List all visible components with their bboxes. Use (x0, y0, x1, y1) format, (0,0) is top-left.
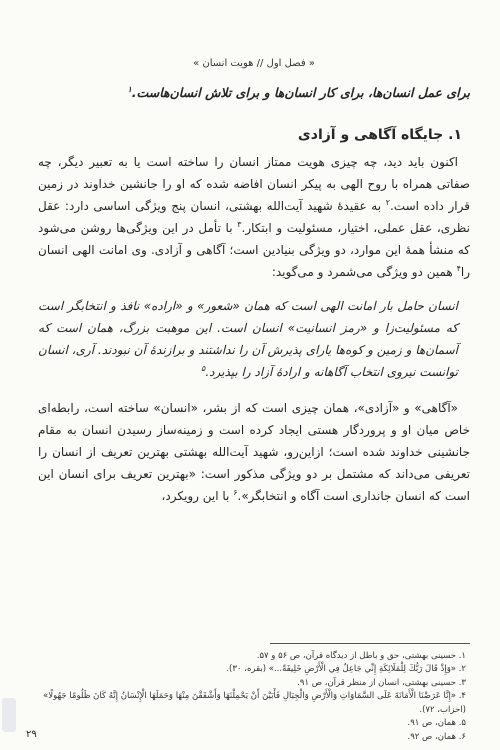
quote-text: انسان حامل بار امانت الهی است که همان «شعور» و «اراده» نافذ و انتخابگر است که مسئولیت‌زا و «رمز انسانیت» انسان است. این موهبت بزرگ، همان است که آسمان‌ها و زمین و کوه‌ها یارای پذیرش آن را نداشتند و برازندهٔ آن نبودند. آری، انسان توانست نیروی انتخاب آگاهانه و ارادهٔ آزاد را بپذیرد. (38, 299, 458, 379)
block-quote (38, 295, 458, 383)
page-number: ۲۹ (26, 729, 37, 740)
footnote-ref-2[interactable]: ۲ (385, 198, 390, 207)
watermark-logo-icon (2, 698, 16, 732)
paragraph-1-part-b: به عقیدهٔ شهید آیت‌الله بهشتی، انسان پنج ویژگی اساسی دارد: عقل نظری، عقل عملی، اختیار، مسئولیت و ابتکار. (38, 199, 470, 235)
footnote-ref-4[interactable]: ۴ (456, 264, 461, 273)
paragraph-1-part-c: با تأمل در این ویژگی‌ها روشن می‌شود که منشأ همهٔ این موارد، دو ویژگی بنیادین است؛ آگاهی و آزادی. وی امانت الهی انسان را (38, 221, 470, 279)
footnote-6: ۶. همان، ص ۹۲. (407, 731, 466, 742)
running-head: « فصل اول // هویت انسان » (193, 58, 315, 69)
footnote-1: ۱. حسینی بهشتی، حق و باطل از دیدگاه قرآن، ص ۵۶ و ۵۷. (256, 650, 466, 661)
paragraph-1-part-a: اکنون باید دید، چه چیزی هویت ممتاز انسان را ساخته است یا به تعبیر دیگر، چه صفاتی همراه با روح الهی به پیکر انسان افاضه شده که او را جانشین خداوند در زمین قرار داده است. (38, 155, 470, 213)
paragraph-2 (38, 397, 470, 507)
paragraph-1-part-d: همین دو ویژگی می‌شمرد و می‌گوید: (271, 265, 457, 279)
intro-line (38, 83, 470, 103)
footnote-5: ۵. همان، ص ۹۱. (407, 718, 466, 728)
footnote-ref-3[interactable]: ۳ (237, 220, 242, 229)
footnote-ref-1[interactable]: ۱ (127, 84, 132, 94)
section-heading: ۱. جایگاه آگاهی و آزادی (297, 127, 462, 143)
intro-text: برای عمل انسان‌ها، برای کار انسان‌ها و برای تلاش انسان‌هاست. (131, 85, 470, 100)
footnotes (38, 643, 470, 750)
paragraph-2-part-a: «آگاهی» و «آزادی»، همان چیزی است که از بشر، «انسان» ساخته است، رابطه‌ای خاص میان او و پروردگار هستی ایجاد کرده است و زمینه‌ساز رسیدن انسان به مقام جانشینی خداوند شده است؛ ازاین‌رو، شهید آیت‌الله بهشتی بهترین تعریف از انسان را تعریفی می‌داند که مشتمل بر دو ویژگی مذکور است: «بهترین تعریف برای انسان این است که انسان جانداری است آگاه و انتخابگر». (38, 401, 470, 503)
footnote-divider (270, 643, 470, 644)
paragraph-1 (38, 151, 470, 283)
footnote-4: ۴. «إِنَّا عَرَضْنَا الْأَمَانَةَ عَلَى السَّمَاوَاتِ وَالْأَرْضِ وَالْجِبَالِ فَأَبَيْنَ أَنْ يَحْمِلْنَهَا وَأَشْفَقْنَ مِنْهَا وَحَمَلَهَا الْإِنْسَانُ إِنَّهُ كَانَ ظَلُومًا جَهُولًا» (احزاب، ۷۲). (43, 691, 466, 715)
footnote-ref-5[interactable]: ۵ (201, 364, 206, 373)
paragraph-2-part-b: با این رویکرد، (161, 489, 234, 503)
footnote-ref-6[interactable]: ۶ (233, 488, 238, 497)
footnote-3: ۳. حسینی بهشتی، انسان از منظر قرآن، ص ۹۱. (297, 677, 466, 688)
footnote-2: ۲. «وَإِذْ قَالَ رَبُّكَ لِلْمَلَائِكَةِ إِنِّي جَاعِلٌ فِي الْأَرْضِ خَلِيفَةً...» (بقره، ۳۰). (226, 664, 466, 674)
